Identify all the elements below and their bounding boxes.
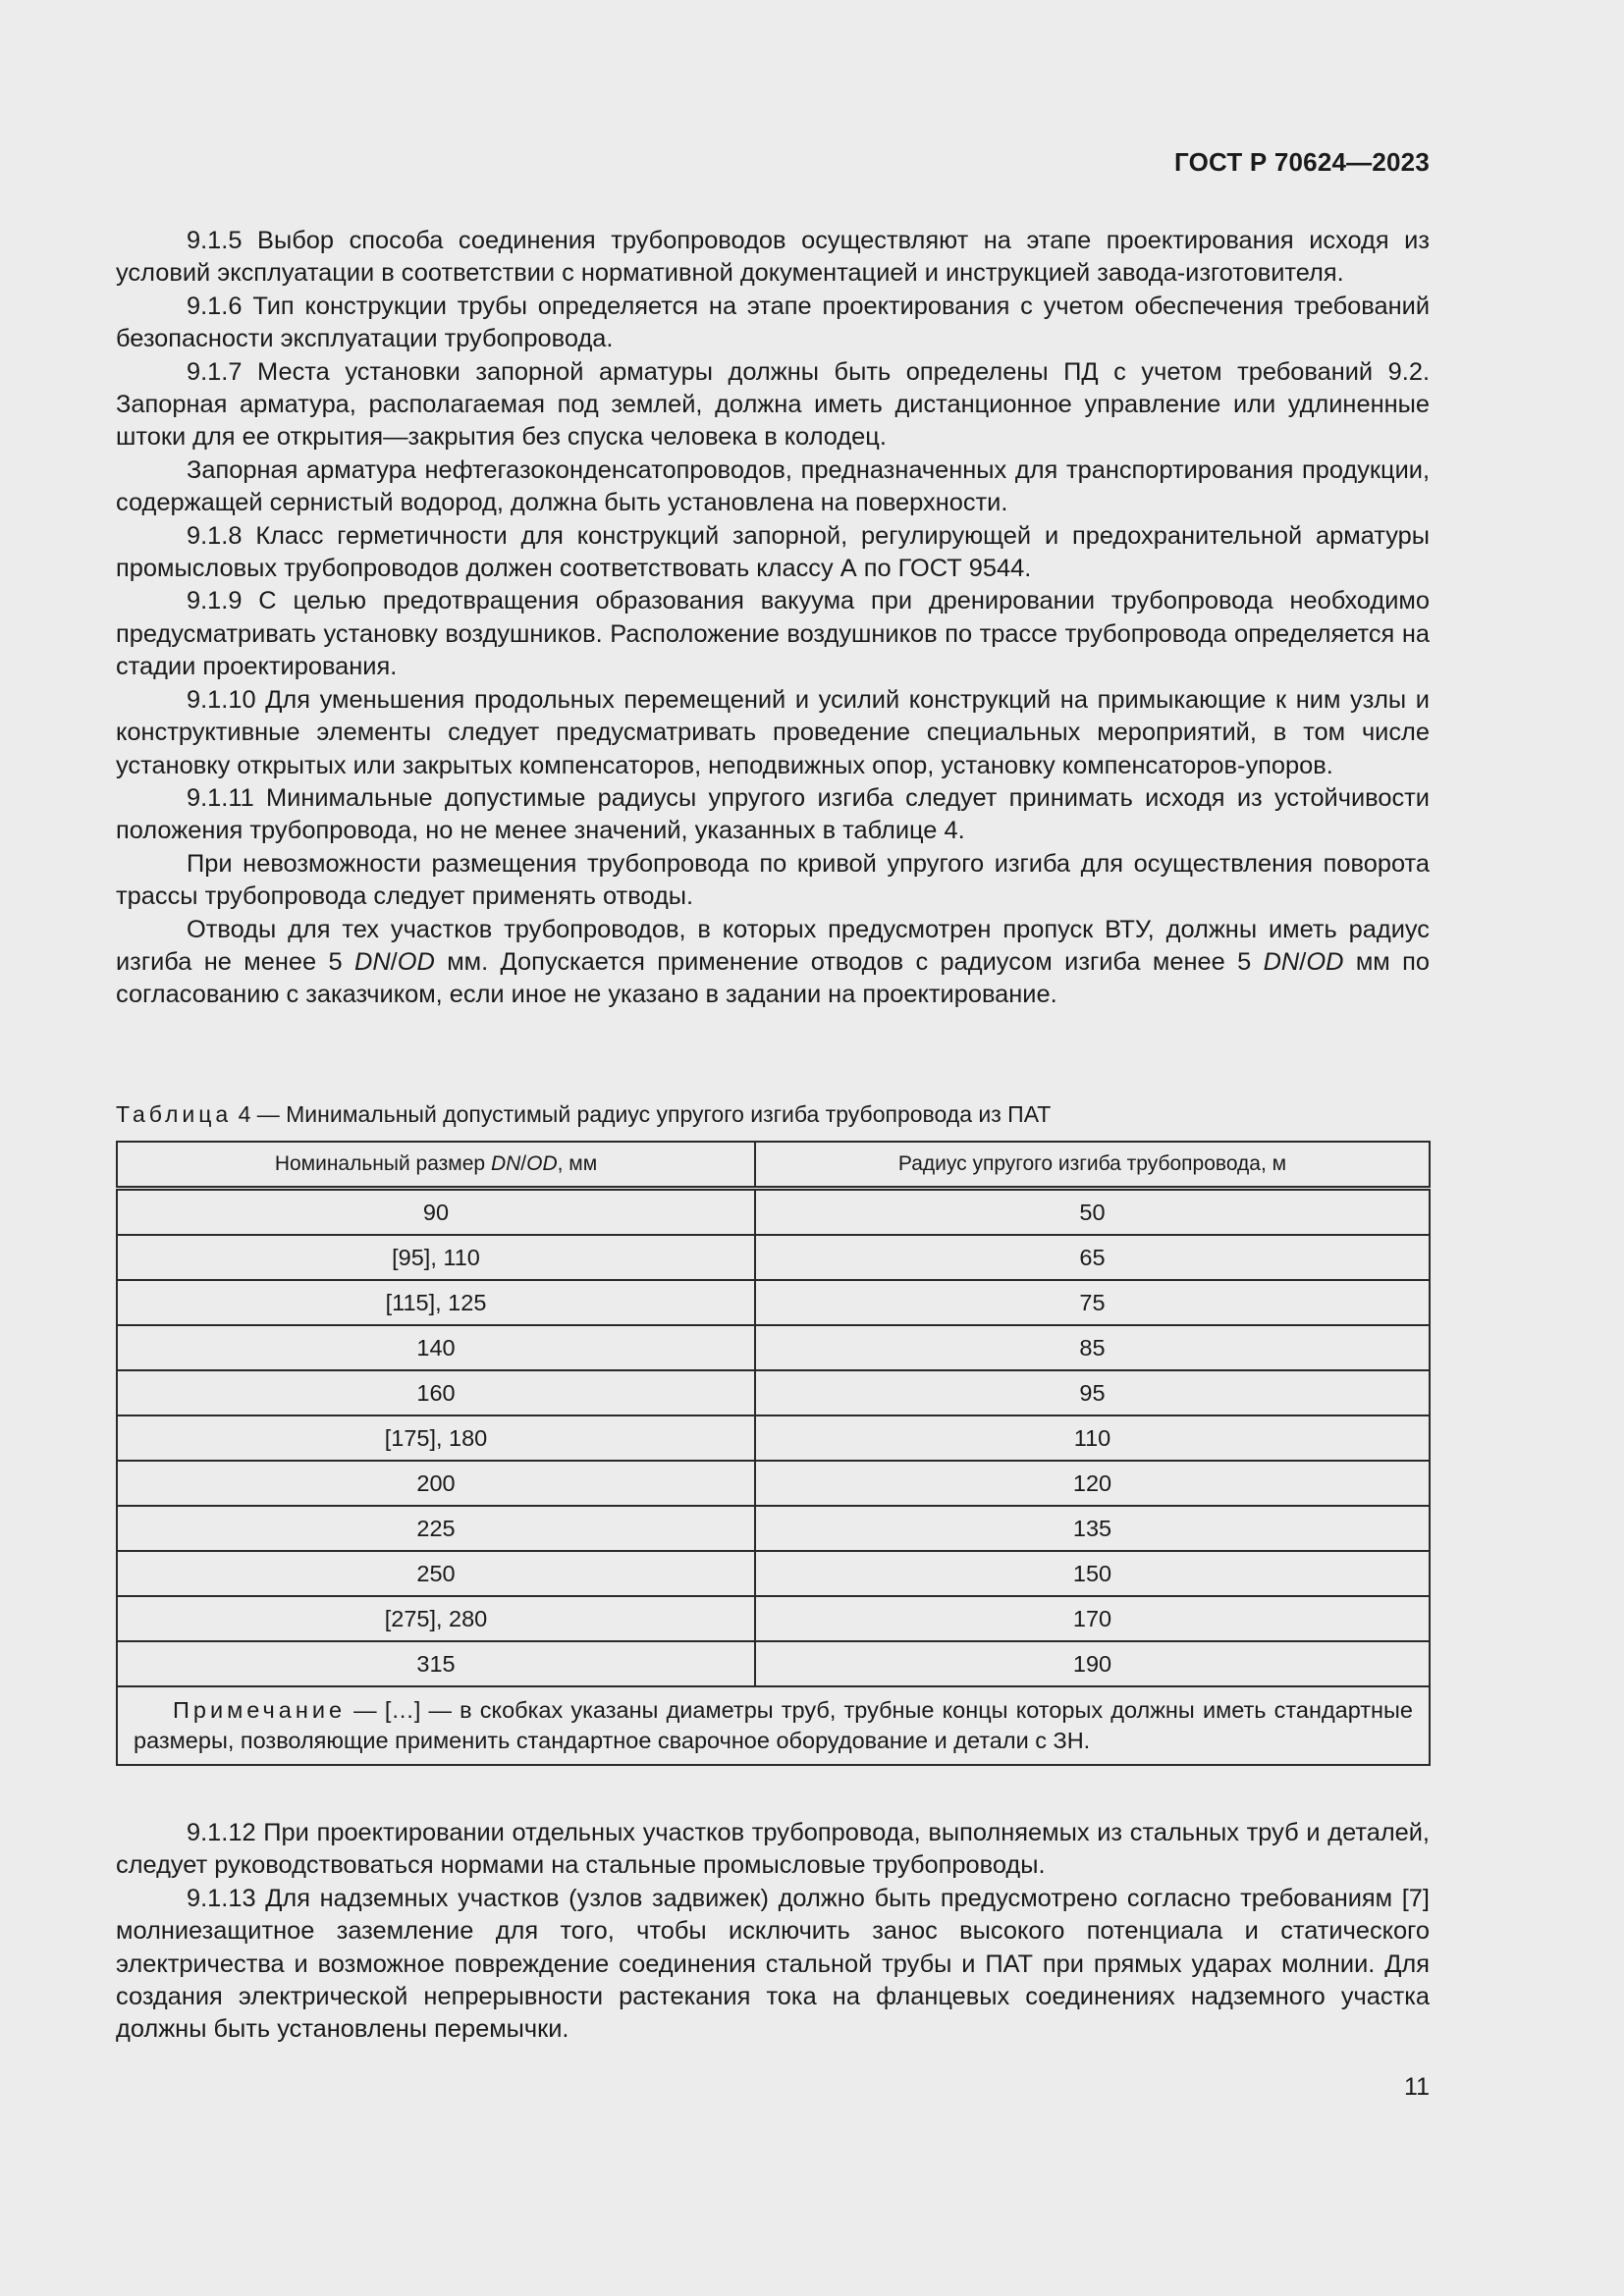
dn-abbrev: DN: [1263, 947, 1300, 976]
cell-radius: 150: [755, 1551, 1430, 1596]
cell-size: [95], 110: [117, 1235, 755, 1280]
column-header-radius: Радиус упругого изгиба трубопровода, м: [755, 1142, 1430, 1189]
cell-size: 140: [117, 1325, 755, 1370]
table-row: [117, 1370, 1430, 1415]
cell-radius: 75: [755, 1280, 1430, 1325]
od-abbrev: OD: [1306, 947, 1344, 976]
cell-size: [275], 280: [117, 1596, 755, 1641]
table-row: [117, 1415, 1430, 1461]
paragraph-9-1-8: 9.1.8 Класс герметичности для конструкций запорной, регулирующей и предохранительной арматуры промысловых трубопроводов должен соответствовать классу А по ГОСТ 9544.: [116, 521, 1430, 583]
page-number: 11: [1404, 2073, 1430, 2101]
paragraph-bends-usage: При невозможности размещения трубопровода по кривой упругого изгиба для осуществления поворота трассы трубопровода следует применять отводы.: [116, 849, 1430, 911]
note-text: — […] — в скобках указаны диаметры труб, трубные концы которых должны иметь стандартные размеры, позволяющие применить стандартное сварочное оборудование и детали с ЗН.: [134, 1697, 1413, 1753]
table-row: [117, 1325, 1430, 1370]
dn-abbrev: DN: [353, 947, 391, 976]
cell-radius: 190: [755, 1641, 1430, 1686]
table-row: [117, 1506, 1430, 1551]
note-label: Примечание: [173, 1697, 347, 1723]
cell-size: [115], 125: [117, 1280, 755, 1325]
paragraph-9-1-11: 9.1.11 Минимальные допустимые радиусы упругого изгиба следует принимать исходя из устойчивости положения трубопровода, но не менее значений, указанных в таблице 4.: [116, 783, 1430, 845]
paragraph-9-1-7: 9.1.7 Места установки запорной арматуры должны быть определены ПД с учетом требований 9.2. Запорная арматура, располагаемая под землей, должна иметь дистанционное управление или удлиненные штоки для ее открытия—закрытия без спуска человека в колодец.: [116, 357, 1430, 452]
cell-radius: 170: [755, 1596, 1430, 1641]
table-row: [117, 1189, 1430, 1236]
table-row: [117, 1641, 1430, 1686]
cell-size: 160: [117, 1370, 755, 1415]
cell-radius: 95: [755, 1370, 1430, 1415]
cell-radius: 65: [755, 1235, 1430, 1280]
cell-radius: 85: [755, 1325, 1430, 1370]
column-header-size: Номинальный размер DN/OD, мм: [117, 1142, 755, 1189]
cell-size: 315: [117, 1641, 755, 1686]
table-row: [117, 1461, 1430, 1506]
paragraph-9-1-12: 9.1.12 При проектировании отдельных участков трубопровода, выполняемых из стальных труб и деталей, следует руководствоваться нормами на стальные промысловые трубопроводы.: [116, 1819, 1430, 1880]
paragraph-9-1-10: 9.1.10 Для уменьшения продольных перемещений и усилий конструкций на примыкающие к ним узлы и конструктивные элементы следует предусматривать проведение специальных мероприятий, в том числе установку открытых или закрытых компенсаторов, неподвижных опор, установку компенсаторов-упоров.: [116, 685, 1430, 779]
cell-size: 250: [117, 1551, 755, 1596]
cell-size: 225: [117, 1506, 755, 1551]
paragraph-9-1-6: 9.1.6 Тип конструкции трубы определяется на этапе проектирования с учетом обеспечения требований безопасности эксплуатации трубопровода.: [116, 292, 1430, 353]
cell-radius: 120: [755, 1461, 1430, 1506]
body-text-top: [116, 225, 1430, 1012]
body-text-bottom: [116, 1817, 1430, 2047]
bends-text-part2: мм. Допускается применение отводов с радиусом изгиба менее 5: [434, 947, 1264, 976]
paragraph-shutoff-valves: Запорная арматура нефтегазоконденсатопроводов, предназначенных для транспортирования продукции, содержащей сернистый водород, должна быть установлена на поверхности.: [116, 455, 1430, 517]
cell-radius: 110: [755, 1415, 1430, 1461]
paragraph-9-1-5: 9.1.5 Выбор способа соединения трубопроводов осуществляют на этапе проектирования исходя из условий эксплуатации в соответствии с нормативной документацией и инструкцией завода-изготовителя.: [116, 227, 1430, 288]
slash: /: [390, 947, 398, 976]
paragraph-bends-radius: [116, 914, 1430, 1012]
table-caption-word: Таблица: [116, 1101, 233, 1127]
cell-radius: 50: [755, 1189, 1430, 1236]
cell-size: [175], 180: [117, 1415, 755, 1461]
table-note: [117, 1686, 1430, 1765]
table-row: [117, 1551, 1430, 1596]
table-caption-text: 4 — Минимальный допустимый радиус упругого изгиба трубопровода из ПАТ: [232, 1101, 1052, 1127]
table-row: [117, 1280, 1430, 1325]
od-abbrev: OD: [397, 947, 435, 976]
table-row: [117, 1596, 1430, 1641]
cell-radius: 135: [755, 1506, 1430, 1551]
paragraph-9-1-9: 9.1.9 С целью предотвращения образования вакуума при дренировании трубопровода необходимо предусматривать установку воздушников. Расположение воздушников по трассе трубопровода определяется на стадии проектирования.: [116, 587, 1430, 681]
table-note-row: [117, 1686, 1430, 1765]
cell-size: 200: [117, 1461, 755, 1506]
table-header-row: [117, 1142, 1430, 1189]
bend-radius-table: [116, 1141, 1431, 1766]
slash: /: [1299, 947, 1307, 976]
document-header: ГОСТ Р 70624—2023: [1174, 147, 1430, 177]
table-row: [117, 1235, 1430, 1280]
bends-text-part1: Отводы для тех участков трубопроводов, в которых предусмотрен пропуск ВТУ, должны иметь радиус изгиба не менее 5: [116, 915, 1430, 976]
cell-size: 90: [117, 1189, 755, 1236]
paragraph-9-1-13: 9.1.13 Для надземных участков (узлов задвижек) должно быть предусмотрено согласно требованиям [7] молниезащитное заземление для того, чтобы исключить занос высокого потенциала и статического электричества и возможное повреждение соединения стальной трубы и ПАТ при прямых ударах молнии. Для создания электрической непрерывности растекания тока на фланцевых соединениях надземного участка должны быть установлены перемычки.: [116, 1884, 1430, 2044]
bends-text-part3: мм по согласованию с заказчиком, если иное не указано в задании на проектирование.: [116, 947, 1430, 1009]
table-caption: [116, 1099, 1051, 1129]
